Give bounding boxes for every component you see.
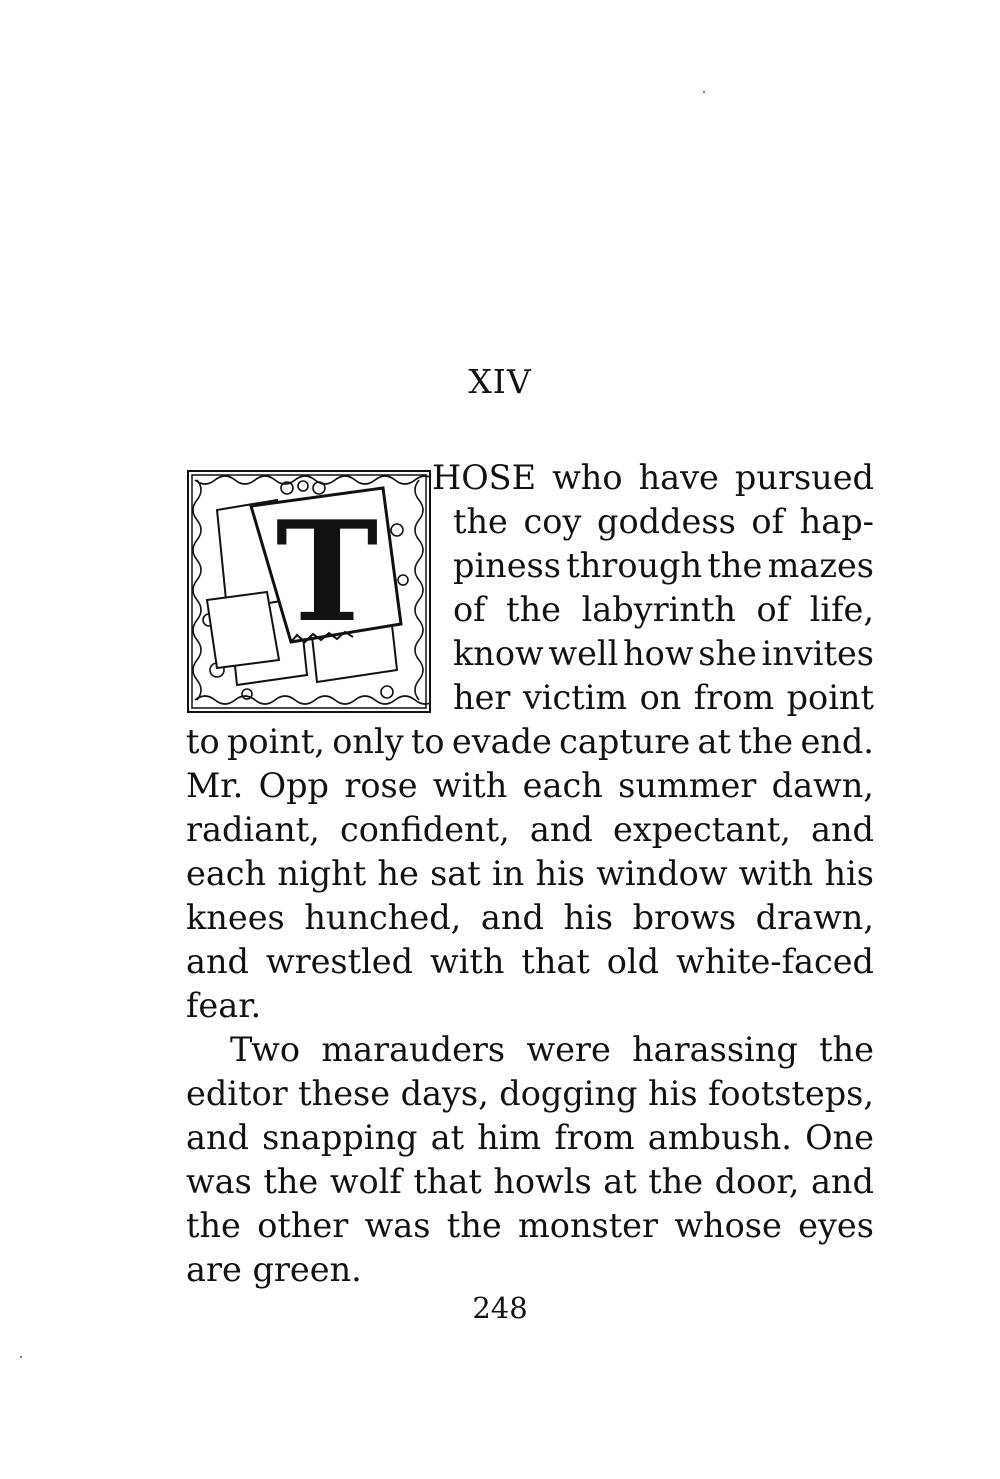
word: whose <box>674 1206 782 1245</box>
word: and <box>186 1118 249 1157</box>
word: Two <box>230 1030 300 1069</box>
word: his <box>535 854 585 893</box>
word: rose <box>344 766 418 805</box>
word: with <box>430 942 505 981</box>
word: were <box>526 1030 611 1069</box>
word: ambush. <box>647 1118 792 1157</box>
word: know <box>453 634 544 673</box>
word: are green. <box>186 1250 362 1289</box>
word: window <box>596 854 728 893</box>
word: in <box>491 854 525 893</box>
decorative-initial <box>187 470 431 713</box>
text-line <box>186 1118 874 1158</box>
word: to <box>410 722 445 761</box>
word: pursued <box>734 458 874 497</box>
word: marauders <box>321 1030 506 1069</box>
word: and <box>811 810 874 849</box>
word: and <box>810 1162 874 1201</box>
drop-cap-letter: T <box>275 490 379 653</box>
word: through <box>566 546 703 585</box>
word: editor <box>186 1074 288 1113</box>
word: that <box>521 942 590 981</box>
word: footsteps, <box>708 1074 874 1113</box>
text-line <box>453 546 874 586</box>
word: the <box>263 1162 319 1201</box>
scan-speck <box>20 1356 22 1358</box>
word: harassing <box>632 1030 798 1069</box>
word: Mr. <box>186 766 244 805</box>
text-line <box>186 854 874 894</box>
text-line <box>453 678 874 718</box>
text-line <box>186 722 874 762</box>
word: who <box>552 458 623 497</box>
word: from <box>554 1118 635 1157</box>
word: only <box>332 722 404 761</box>
word: at <box>697 722 731 761</box>
word: hap- <box>799 502 874 541</box>
chapter-heading: XIV <box>468 362 532 401</box>
word: the <box>648 1162 704 1201</box>
word: goddess <box>597 502 736 541</box>
page-number: 248 <box>472 1291 528 1325</box>
word: door, <box>714 1162 800 1201</box>
word: at <box>603 1162 637 1201</box>
word: howls <box>493 1162 592 1201</box>
word: days, <box>400 1074 489 1113</box>
word: his <box>824 854 874 893</box>
word: each <box>186 854 267 893</box>
text-line <box>186 1206 874 1246</box>
word: eyes <box>798 1206 874 1245</box>
word: Opp <box>258 766 329 805</box>
text-line <box>186 1250 874 1290</box>
word: life, <box>809 590 874 629</box>
word: brows <box>632 898 737 937</box>
word: the <box>453 502 508 541</box>
word: One <box>805 1118 874 1157</box>
word: other <box>257 1206 349 1245</box>
word: him <box>477 1118 542 1157</box>
word: her <box>453 678 511 717</box>
word: of <box>751 502 784 541</box>
text-line <box>453 634 874 674</box>
word: night <box>277 854 367 893</box>
word: with <box>432 766 508 805</box>
word: dogging <box>499 1074 638 1113</box>
word: the <box>506 590 562 629</box>
word: she <box>698 634 757 673</box>
word: from <box>693 678 775 717</box>
word: the <box>738 722 794 761</box>
word: evade <box>451 722 552 761</box>
text-line <box>230 1030 874 1070</box>
word: have <box>638 458 719 497</box>
opening-word-rest: HOSE <box>432 458 537 497</box>
word: was <box>186 1162 252 1201</box>
word: sat <box>430 854 481 893</box>
word: monster <box>518 1206 659 1245</box>
word: the <box>446 1206 502 1245</box>
text-line <box>186 898 874 938</box>
text-line <box>186 766 874 806</box>
word: coy <box>523 502 582 541</box>
word: point, <box>226 722 325 761</box>
word: end. <box>800 722 874 761</box>
text-line <box>186 986 874 1026</box>
word: snapping <box>262 1118 418 1157</box>
word: he <box>377 854 419 893</box>
word: these <box>298 1074 391 1113</box>
word: the <box>707 546 763 585</box>
word: hunched, <box>304 898 462 937</box>
word: his <box>563 898 613 937</box>
word: white-faced <box>676 942 874 981</box>
word: confident, <box>339 810 510 849</box>
word: capture <box>559 722 691 761</box>
word: dawn, <box>771 766 874 805</box>
word: fear. <box>186 986 262 1025</box>
word: his <box>648 1074 698 1113</box>
word: how <box>623 634 694 673</box>
word: the <box>819 1030 874 1069</box>
text-line <box>453 502 874 542</box>
text-line <box>186 942 874 982</box>
word: with <box>738 854 814 893</box>
word: wolf <box>329 1162 402 1201</box>
word: labyrinth <box>581 590 736 629</box>
word: invites <box>761 634 874 673</box>
word: on <box>639 678 682 717</box>
word: expectant, <box>613 810 791 849</box>
word: summer <box>618 766 757 805</box>
word: victim <box>522 678 628 717</box>
word: and <box>529 810 593 849</box>
word: piness <box>453 546 561 585</box>
word: at <box>430 1118 465 1157</box>
word: and <box>186 942 249 981</box>
word: point <box>786 678 874 717</box>
word: mazes <box>767 546 874 585</box>
word: of <box>453 590 486 629</box>
text-line <box>186 810 874 850</box>
word: and <box>480 898 544 937</box>
text-line <box>432 458 874 498</box>
word: wrestled <box>265 942 414 981</box>
word: of <box>756 590 790 629</box>
word: old <box>606 942 660 981</box>
text-line <box>186 1074 874 1114</box>
word: drawn, <box>755 898 874 937</box>
word: that <box>413 1162 482 1201</box>
word: to <box>186 722 220 761</box>
text-line <box>453 590 874 630</box>
word: well <box>548 634 619 673</box>
word: was <box>364 1206 431 1245</box>
word: each <box>522 766 603 805</box>
word: the <box>186 1206 241 1245</box>
word: radiant, <box>186 810 320 849</box>
text-line <box>186 1162 874 1202</box>
scan-speck <box>703 91 705 93</box>
word: knees <box>186 898 285 937</box>
